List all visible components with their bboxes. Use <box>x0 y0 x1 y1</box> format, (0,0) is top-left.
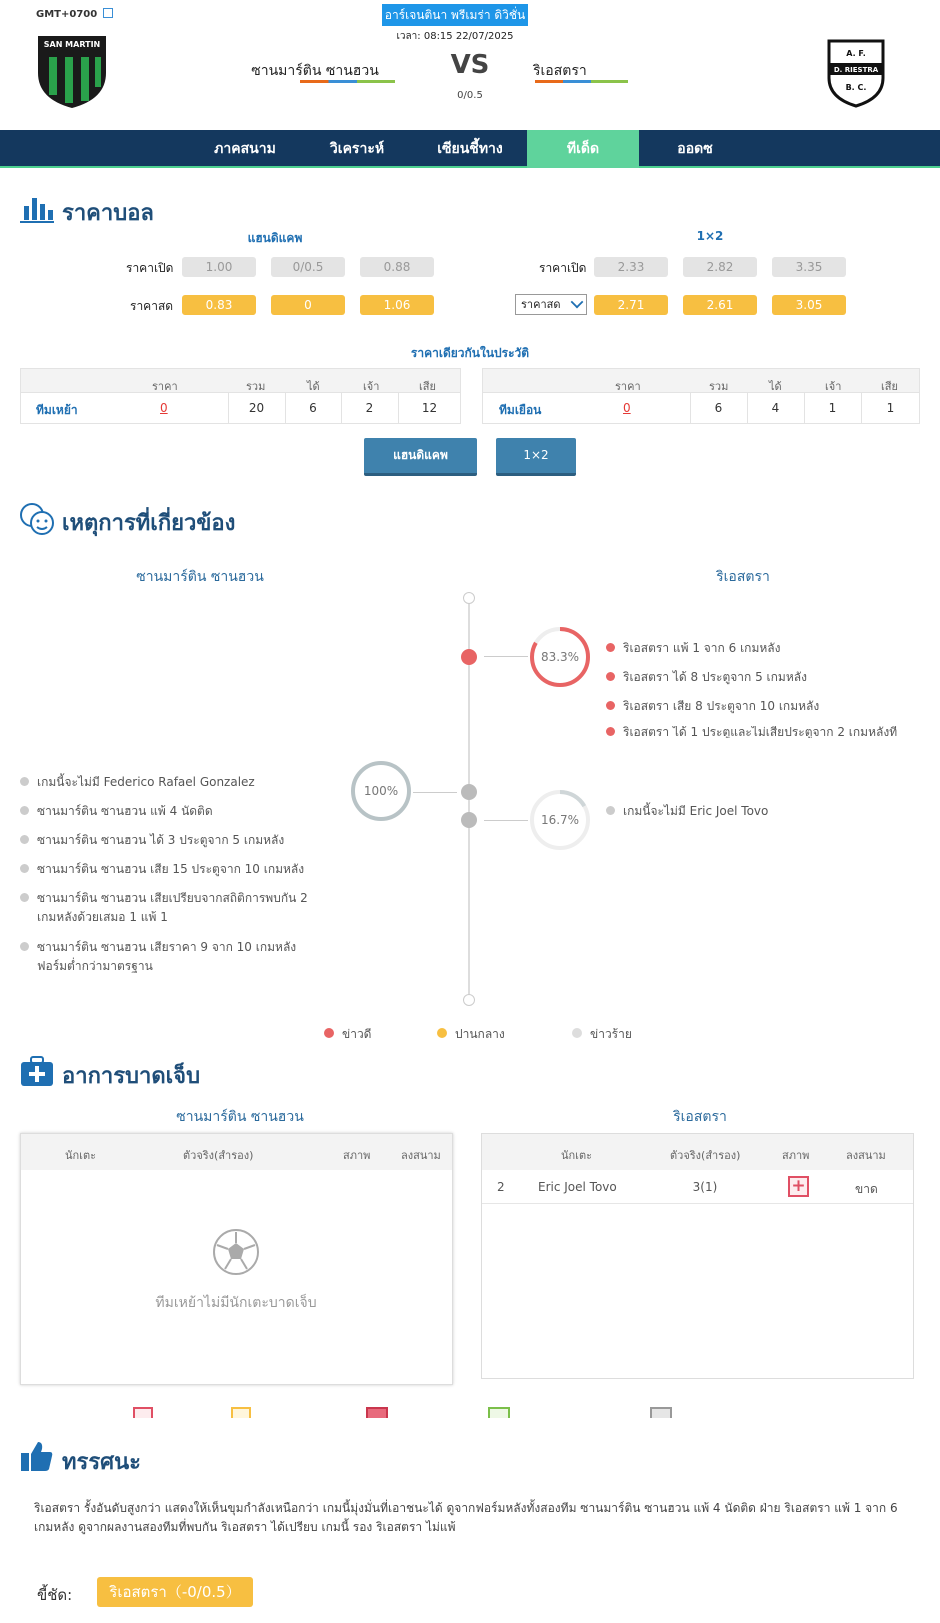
away-good-1 <box>606 639 780 658</box>
timeline-start <box>463 592 475 604</box>
hdp-open-label: ราคาเปิด <box>126 261 174 275</box>
football-icon <box>212 1228 260 1276</box>
events-away-name: ริเอสตรา <box>716 569 770 585</box>
legend-swatch-1 <box>133 1407 153 1418</box>
vs-label: VS <box>450 50 490 80</box>
home-item-6 <box>20 938 320 976</box>
away-row-draw: 1 <box>828 401 837 415</box>
away-good-2-text: ริเอสตรา ได้ 8 ประตูจาก 5 เกมหลัง <box>623 670 807 684</box>
timeline-node-away-bad <box>461 812 477 828</box>
ring-home <box>350 760 412 822</box>
connector-home <box>413 792 457 793</box>
x12-open-3: 3.35 <box>772 257 846 277</box>
away-good-4-text: ริเอสตรา ได้ 1 ประตูและไม่เสียประตูจาก 2 เกมหลังที่ <box>623 726 898 738</box>
away-logo-bot: B. C. <box>845 83 867 92</box>
injury-legend-strip <box>130 1407 830 1418</box>
away-inj-h-status: สภาพ <box>782 1149 810 1162</box>
nav-odds[interactable]: ออดซ <box>677 141 713 157</box>
legend-swatch-4 <box>488 1407 510 1418</box>
away-good-2 <box>606 668 807 687</box>
nav-expert[interactable]: เซียนชี้ทาง <box>437 141 503 157</box>
home-h-price: ราคา <box>152 380 178 393</box>
connector-good <box>484 656 528 657</box>
home-row-total: 20 <box>248 401 265 415</box>
opinion-title: ทรรศนะ <box>62 1450 141 1475</box>
nav-tips[interactable]: ทีเด็ด <box>527 130 639 168</box>
legend-mid-label: ปานกลาง <box>455 1027 505 1041</box>
legend-good <box>324 1025 371 1044</box>
away-row-total: 6 <box>714 401 723 415</box>
x12-odds-select[interactable] <box>515 294 587 315</box>
same-odds-title: ราคาเดียวกันในประวัติ <box>410 346 530 360</box>
hdp-open-2: 0/0.5 <box>271 257 345 277</box>
calendar-icon <box>103 8 113 18</box>
x12-title: 1×2 <box>696 229 724 243</box>
away-row-lose: 1 <box>886 401 895 415</box>
injury-cross-icon <box>788 1176 809 1197</box>
injury-home-name: ซานมาร์ติน ซานฮวน <box>176 1109 304 1125</box>
away-history-head <box>482 368 920 393</box>
hdp-live-1: 0.83 <box>182 295 256 315</box>
home-h-total: รวม <box>246 380 266 393</box>
pick-label: ขี้ชัด: <box>37 1586 73 1604</box>
legend-swatch-2 <box>231 1407 251 1418</box>
away-row-price[interactable]: 0 <box>623 401 631 415</box>
legend-good-dot <box>324 1028 334 1038</box>
timezone[interactable] <box>36 8 113 20</box>
away-inj-play: ขาด <box>855 1182 878 1196</box>
home-item-1-text: เกมนี้จะไม่มี Federico Rafael Gonzalez <box>37 775 255 789</box>
legend-swatch-5 <box>650 1407 672 1418</box>
injury-cross-glyph: + <box>791 1176 806 1196</box>
timeline-end <box>463 994 475 1006</box>
bad-dot <box>20 806 29 815</box>
away-team-name[interactable]: ริเอสตรา <box>533 63 587 79</box>
home-row-win: 6 <box>309 401 317 415</box>
home-row-price[interactable]: 0 <box>160 401 168 415</box>
x12-select-value: ราคาสด <box>521 298 561 311</box>
events-home-name: ซานมาร์ติน ซานฮวน <box>136 569 264 585</box>
legend-bad <box>572 1025 632 1044</box>
ring-away-bad-pct: 16.7% <box>540 813 580 827</box>
faces-icon <box>19 502 55 536</box>
legend-swatch-3 <box>366 1407 388 1418</box>
away-h-total: รวม <box>709 380 729 393</box>
chart-bars-icon <box>20 196 54 224</box>
chevron-down-icon <box>571 296 584 309</box>
bad-dot <box>20 893 29 902</box>
match-handicap: 0/0.5 <box>457 90 483 101</box>
hdp-live-3: 1.06 <box>360 295 434 315</box>
bad-dot <box>20 864 29 873</box>
legend-mid-dot <box>437 1028 447 1038</box>
home-logo-text: SAN MARTIN <box>43 40 101 49</box>
injury-title: อาการบาดเจ็บ <box>62 1064 201 1089</box>
thumbs-up-icon <box>20 1440 54 1472</box>
injury-away-name: ริเอสตรา <box>673 1109 727 1125</box>
home-item-4-text: ซานมาร์ติน ซานฮวน เสีย 15 ประตูจาก 10 เกมหลัง <box>37 862 305 876</box>
x12-live-2: 2.61 <box>683 295 757 315</box>
bad-dot <box>20 942 29 951</box>
home-item-5 <box>20 889 320 927</box>
bad-dot <box>20 835 29 844</box>
away-logo-top: A. F. <box>846 49 866 58</box>
odds-title: ราคาบอล <box>62 201 154 226</box>
home-h-win: ได้ <box>307 380 320 393</box>
away-inj-apps: 3(1) <box>692 1180 718 1194</box>
ring-away-good <box>529 626 591 688</box>
league-badge[interactable]: อาร์เจนตินา พรีเมร่า ดิวิชั่น <box>382 4 528 26</box>
home-item-5-text: ซานมาร์ติน ซานฮวน เสียเปรียบจากสถิติการพบกัน 2 เกมหลังด้วยเสมอ 1 แพ้ 1 <box>37 891 308 924</box>
home-row-lose: 12 <box>421 401 438 415</box>
nav-analysis[interactable]: วิเคราะห์ <box>329 141 385 157</box>
home-item-4 <box>20 860 320 879</box>
nav-field[interactable]: ภาคสนาม <box>214 141 276 157</box>
home-team-name[interactable]: ซานมาร์ติน ซานฮวน <box>251 63 379 79</box>
good-dot <box>606 727 615 736</box>
home-row-draw: 2 <box>365 401 374 415</box>
away-inj-name[interactable]: Eric Joel Tovo <box>538 1180 617 1194</box>
away-row-team: ทีมเยือน <box>499 403 542 417</box>
home-item-3 <box>20 831 320 850</box>
away-good-4 <box>606 726 897 738</box>
timezone-label: GMT+0700 <box>36 9 98 20</box>
away-h-win: ได้ <box>769 380 782 393</box>
away-bad-1 <box>606 802 768 821</box>
away-inj-no: 2 <box>497 1180 505 1194</box>
hdp-live-label: ราคาสด <box>130 299 174 313</box>
ring-away-bad <box>529 789 591 851</box>
away-inj-h-apps: ตัวจริง(สำรอง) <box>670 1149 741 1162</box>
hdp-open-3: 0.88 <box>360 257 434 277</box>
ring-home-pct: 100% <box>363 784 399 798</box>
pick-badge[interactable]: ริเอสตรา（-0/0.5） <box>97 1577 253 1607</box>
hdp-live-2: 0 <box>271 295 345 315</box>
legend-bad-dot <box>572 1028 582 1038</box>
home-item-2-text: ซานมาร์ติน ซานฮวน แพ้ 4 นัดติด <box>37 804 213 818</box>
legend-mid <box>437 1025 505 1044</box>
events-title: เหตุการที่เกี่ยวข้อง <box>62 511 236 536</box>
home-item-3-text: ซานมาร์ติน ซานฮวน ได้ 3 ประตูจาก 5 เกมหลัง <box>37 833 285 847</box>
timeline-node-good <box>461 649 477 665</box>
home-team-underline <box>300 80 395 83</box>
opinion-text: ริเอสตรา รั้งอันดับสูงกว่า แสดงให้เห็นขุมกำลังเหนือกว่า เกมนี้มุ่งมั่นที่เอาชนะได้ ดูจากฟอร์มหลังทั้งสองทีม ซานมาร์ติน ซานฮวน แพ้ 4 นัดติด ฝ่าย ริเอสตรา แพ้ 1 จาก 6 เกมหลัง ดูจากผลงานสองทีมที่พบกัน ริเอสตรา ได้เปรียบ เกมนี้ รอง ริเอสตรา ไม่แพ้ <box>34 1501 898 1534</box>
away-team-logo <box>825 38 887 108</box>
timeline-node-home <box>461 784 477 800</box>
home-no-injury: ทีมเหย้าไม่มีนักเตะบาดเจ็บ <box>155 1295 317 1311</box>
x12-open-1: 2.33 <box>594 257 668 277</box>
connector-away-bad <box>484 820 528 821</box>
good-dot <box>606 643 615 652</box>
good-dot <box>606 701 615 710</box>
away-good-3 <box>606 697 819 716</box>
hdp-open-1: 1.00 <box>182 257 256 277</box>
home-row-team: ทีมเหย้า <box>36 403 78 417</box>
away-h-price: ราคา <box>615 380 641 393</box>
x12-button[interactable]: 1×2 <box>496 438 576 476</box>
home-h-draw: เจ้า <box>363 380 380 393</box>
match-datetime: เวลา: 08:15 22/07/2025 <box>396 31 514 42</box>
home-inj-h-status: สภาพ <box>343 1149 371 1162</box>
away-good-3-text: ริเอสตรา เสีย 8 ประตูจาก 10 เกมหลัง <box>623 699 820 713</box>
ring-away-good-pct: 83.3% <box>540 650 580 664</box>
home-h-lose: เสีย <box>419 380 436 393</box>
away-inj-h-player: นักเตะ <box>561 1149 592 1162</box>
bad-dot <box>606 806 615 815</box>
x12-live-1: 2.71 <box>594 295 668 315</box>
home-inj-h-player: นักเตะ <box>65 1149 96 1162</box>
away-good-1-text: ริเอสตรา แพ้ 1 จาก 6 เกมหลัง <box>623 641 781 655</box>
x12-live-3: 3.05 <box>772 295 846 315</box>
x12-open-2: 2.82 <box>683 257 757 277</box>
away-h-lose: เสีย <box>881 380 898 393</box>
handicap-button[interactable]: แฮนดิแคพ <box>364 438 477 476</box>
legend-bad-label: ข่าวร้าย <box>590 1027 632 1041</box>
home-item-2 <box>20 802 320 821</box>
away-team-underline <box>535 80 628 83</box>
away-bad-1-text: เกมนี้จะไม่มี Eric Joel Tovo <box>623 804 769 818</box>
bad-dot <box>20 777 29 786</box>
away-logo-mid: D. RIESTRA <box>833 66 879 74</box>
home-history-head <box>20 368 461 393</box>
legend-good-label: ข่าวดี <box>342 1027 372 1041</box>
away-good-clip <box>606 726 906 738</box>
home-team-logo <box>35 33 109 109</box>
home-item-1 <box>20 773 320 792</box>
handicap-title: แฮนดิแคพ <box>247 231 303 245</box>
away-row-win: 4 <box>771 401 780 415</box>
home-inj-h-apps: ตัวจริง(สำรอง) <box>183 1149 254 1162</box>
good-dot <box>606 672 615 681</box>
away-inj-h-play: ลงสนาม <box>846 1149 886 1162</box>
home-inj-h-play: ลงสนาม <box>401 1149 441 1162</box>
medical-kit-icon <box>20 1055 54 1087</box>
away-h-draw: เจ้า <box>825 380 842 393</box>
x12-open-label: ราคาเปิด <box>539 261 587 275</box>
home-item-6-text: ซานมาร์ติน ซานฮวน เสียราคา 9 จาก 10 เกมหลัง ฟอร์มต่ำกว่ามาตรฐาน <box>37 940 297 973</box>
